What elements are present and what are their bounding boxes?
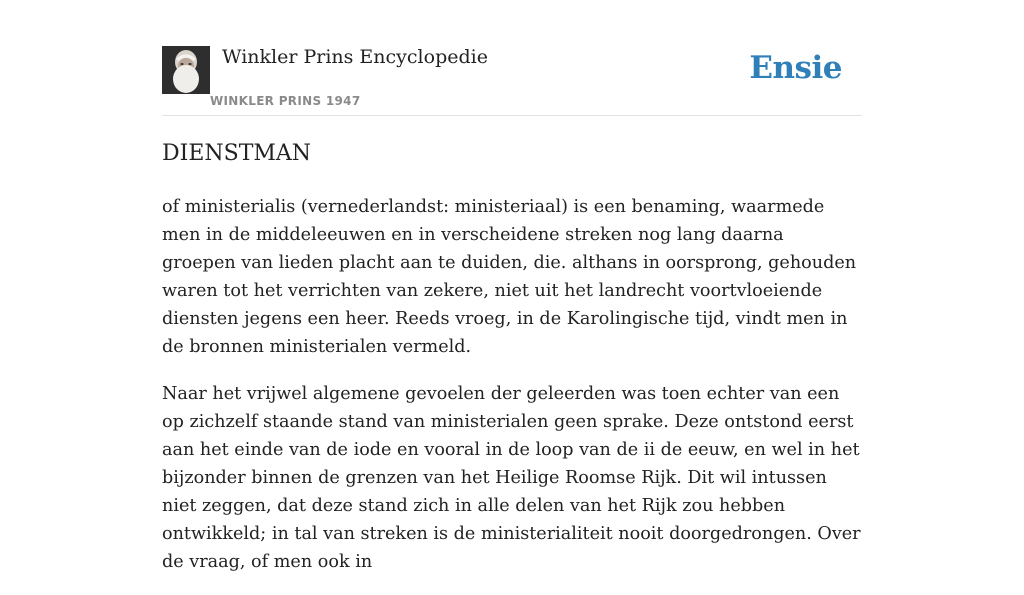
source-title[interactable]: Winkler Prins Encyclopedie bbox=[222, 46, 488, 68]
entry-page bbox=[162, 0, 862, 572]
entry-title: DIENSTMAN bbox=[162, 141, 312, 166]
brand-logo[interactable]: Ensie bbox=[749, 50, 842, 86]
source-subtitle[interactable]: WINKLER PRINS 1947 bbox=[210, 94, 361, 108]
entry-paragraph: of ministerialis (vernederlandst: ministeriaal) is een benaming, waarmede men in de middeleeuwen en in verscheidene streken nog lang daarna groepen van lieden placht aan te duiden, die. althans in oorsprong, gehouden waren tot het verrichten van zekere, niet uit het landrecht voortvloeiende diensten jegens een heer. Reeds vroeg, in de Karolingische tijd, vindt men in de bronnen ministerialen vermeld. bbox=[162, 197, 857, 357]
source-avatar[interactable] bbox=[162, 46, 210, 94]
entry-body bbox=[162, 193, 862, 595]
entry-paragraph: Naar het vrijwel algemene gevoelen der geleerden was toen echter van een op zichzelf staande stand van ministerialen geen sprake. Deze ontstond eerst aan het einde van de iode en vooral in de loop van de ii de eeuw, en wel in het bijzonder binnen de grenzen van het Heilige Roomse Rijk. Dit wil intussen niet zeggen, dat deze stand zich in alle delen van het Rijk zou hebben ontwikkeld; in tal van streken is de ministerialiteit nooit doorgedrongen. Over de vraag, of men ook in bbox=[162, 384, 861, 572]
source-header bbox=[162, 0, 862, 116]
bearded-man-portrait-icon bbox=[162, 46, 210, 94]
